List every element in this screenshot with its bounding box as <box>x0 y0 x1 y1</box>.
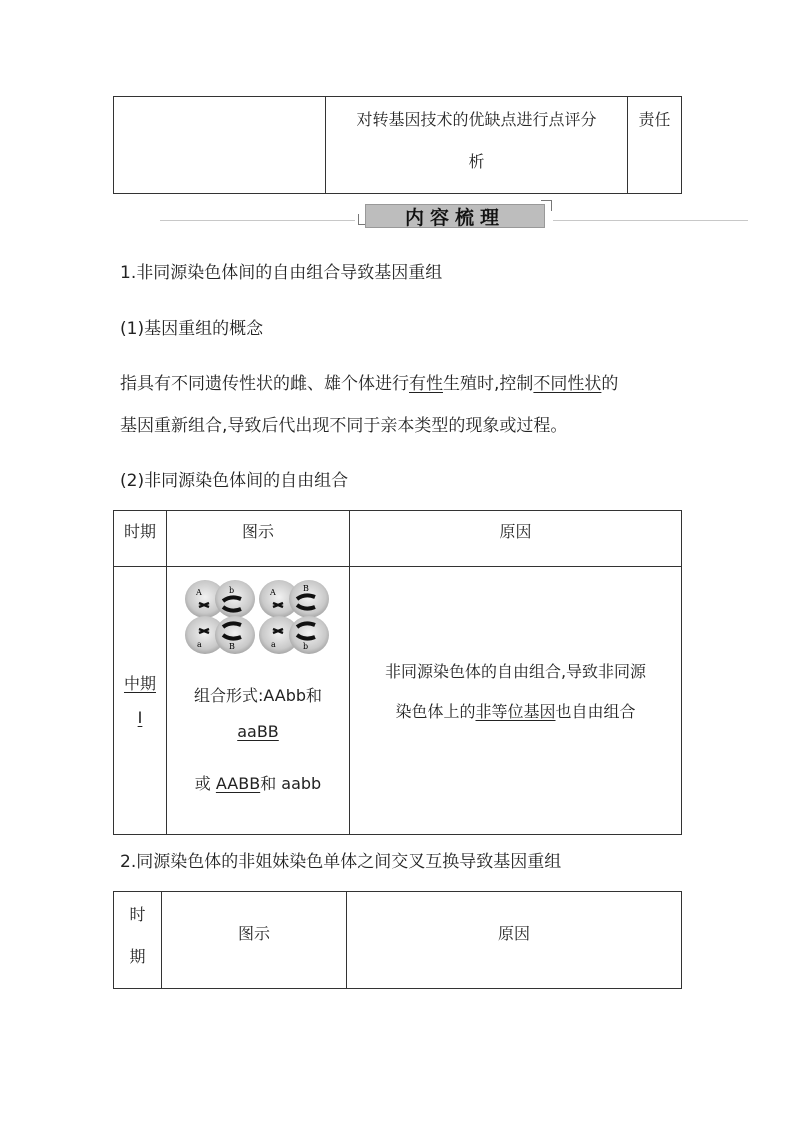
top-table <box>113 96 682 194</box>
t2-header-figure: 图示 <box>162 892 347 989</box>
table-crossing-over <box>113 891 682 989</box>
period-roman-one: I <box>137 707 143 727</box>
definition-line2: 基因重新组合,导致后代出现不同于亲本类型的现象或过程。 <box>120 416 568 436</box>
banner-box <box>365 204 545 228</box>
reason-line2: 染色体上的非等位基因也自由组合 <box>395 701 636 721</box>
period-metaphase: 中期 <box>123 673 156 693</box>
t1-reason-cell <box>350 567 682 835</box>
blank-sexual: 有性 <box>409 374 443 394</box>
top-cell-line1: 对转基因技术的优缺点进行点评分 <box>356 110 597 129</box>
combo-form-line1: 组合形式:AAbb和 <box>193 686 323 705</box>
t1-header-figure: 图示 <box>167 511 350 567</box>
top-cell-line2: 析 <box>468 152 485 171</box>
svg-text:a: a <box>271 640 276 649</box>
svg-text:B: B <box>229 642 235 651</box>
top-table-cell-responsibility: 责任 <box>628 97 682 194</box>
banner-title: 内容梳理 <box>404 207 505 229</box>
svg-text:b: b <box>229 586 235 595</box>
top-table-cell-content <box>326 97 628 194</box>
t2-header-reason: 原因 <box>347 892 682 989</box>
t1-period-cell <box>114 567 167 835</box>
chromosome-diagram <box>185 579 331 657</box>
svg-text:a: a <box>197 640 202 649</box>
t1-header-period: 时期 <box>114 511 167 567</box>
blank-different-traits: 不同性状 <box>533 374 602 394</box>
section-banner <box>160 200 794 232</box>
combo-form-line2: aaBB <box>237 722 279 741</box>
definition-line1: 指具有不同遗传性状的雌、雄个体进行有性生殖时,控制不同性状的 <box>120 374 619 394</box>
svg-text:B: B <box>303 584 309 593</box>
section1-sub1: (1)基因重组的概念 <box>120 319 264 339</box>
top-table-cell-empty <box>114 97 326 194</box>
section2-heading: 2.同源染色体的非姐妹染色单体之间交叉互换导致基因重组 <box>120 852 562 872</box>
combo-form-line3: 或 AABB和 aabb <box>194 774 322 793</box>
svg-text:b: b <box>303 642 309 651</box>
reason-line1: 非同源染色体的自由组合,导致非同源 <box>384 661 647 681</box>
banner-line-right <box>553 220 748 221</box>
t2-header-period: 时 期 <box>114 892 162 989</box>
section1-heading: 1.非同源染色体间的自由组合导致基因重组 <box>120 263 443 283</box>
banner-line-left <box>160 220 355 221</box>
table-free-combination <box>113 510 682 835</box>
cell-1 <box>185 580 255 654</box>
cell-2 <box>259 580 329 654</box>
t1-header-reason: 原因 <box>350 511 682 567</box>
svg-text:A: A <box>270 588 276 597</box>
t1-figure-cell <box>167 567 350 835</box>
svg-text:A: A <box>196 588 202 597</box>
section1-sub2: (2)非同源染色体间的自由组合 <box>120 471 349 491</box>
